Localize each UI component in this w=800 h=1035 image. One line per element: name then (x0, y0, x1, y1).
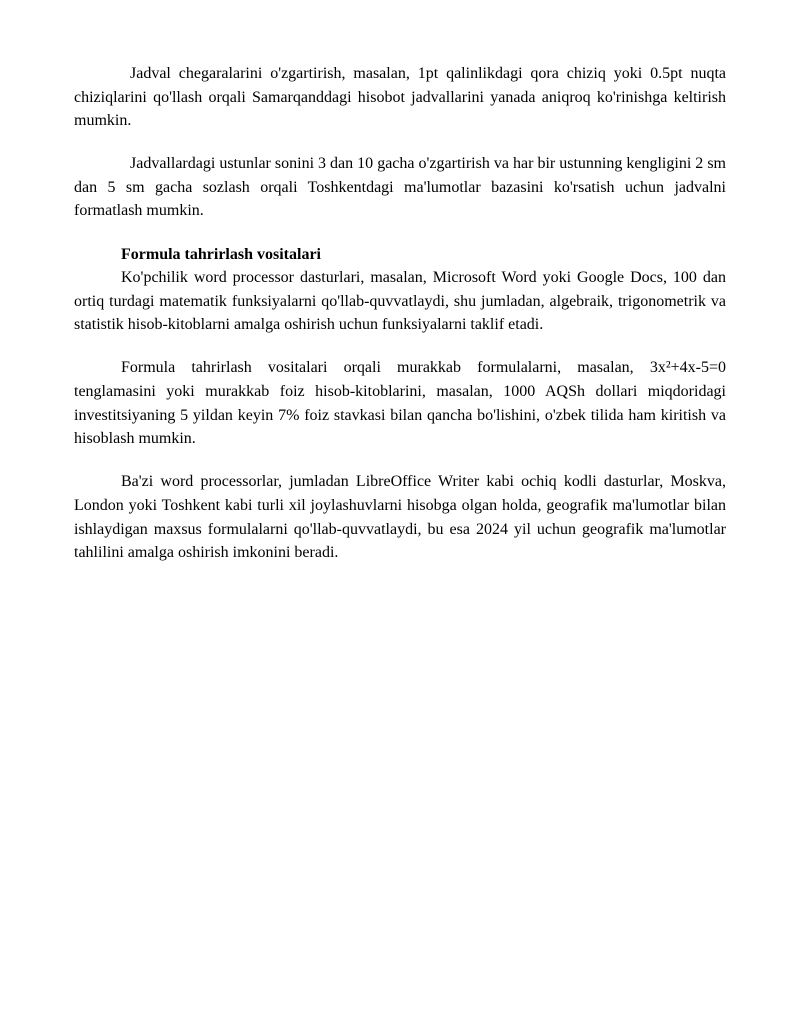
paragraph-geographic-formulas: Ba'zi word processorlar, jumladan LibreOffice Writer kabi ochiq kodli dasturlar, Moskva, London yoki Toshkent kabi turli xil joylashuvlarni hisobga olgan holda, geografik ma'lumotlar bilan ishlaydigan maxsus formulalarni qo'llab-quvvatlaydi, bu esa 2024 yil uchun geografik ma'lumotlar tahlilini amalga oshirish imkonini beradi. (74, 473, 726, 562)
paragraph-spacer (74, 337, 726, 357)
paragraph-spacer (74, 223, 726, 243)
paragraph-formula-tools: Formula tahrirlash vositalari orqali murakkab formulalarni, masalan, 3x²+4x-5=0 tenglamasini yoki murakkab foiz hisob-kitoblarini, masalan, 1000 AQSh dollari miqdoridagi investitsiyaning 5 yildan keyin 7% foiz stavkasi bilan qancha bo'lishini, o'zbek tilida ham kiritish va hisoblash mumkin. (74, 359, 726, 448)
paragraph-spacer (74, 133, 726, 153)
document-page (74, 62, 726, 565)
section-heading: Formula tahrirlash vositalari (121, 245, 321, 263)
paragraph-word-processors: Ko'pchilik word processor dasturlari, masalan, Microsoft Word yoki Google Docs, 100 dan ortiq turdagi matematik funksiyalarni qo'llab-quvvatlaydi, shu jumladan, algebraik, trigonometrik va statistik hisob-kitoblarni amalga oshirish uchun funksiyalarni taklif etadi. (74, 269, 726, 334)
paragraph-spacer (74, 451, 726, 471)
paragraph-table-columns: Jadvallardagi ustunlar sonini 3 dan 10 gacha o'zgartirish va har bir ustunning kengligini 2 sm dan 5 sm gacha sozlash orqali Toshkentdagi ma'lumotlar bazasini ko'rsatish uchun jadvalni formatlash mumkin. (74, 155, 726, 220)
paragraph-table-borders: Jadval chegaralarini o'zgartirish, masalan, 1pt qalinlikdagi qora chiziq yoki 0.5pt nuqta chiziqlarini qo'llash orqali Samarqanddagi hisobot jadvallarini yanada aniqroq ko'rinishga keltirish mumkin. (74, 65, 726, 130)
